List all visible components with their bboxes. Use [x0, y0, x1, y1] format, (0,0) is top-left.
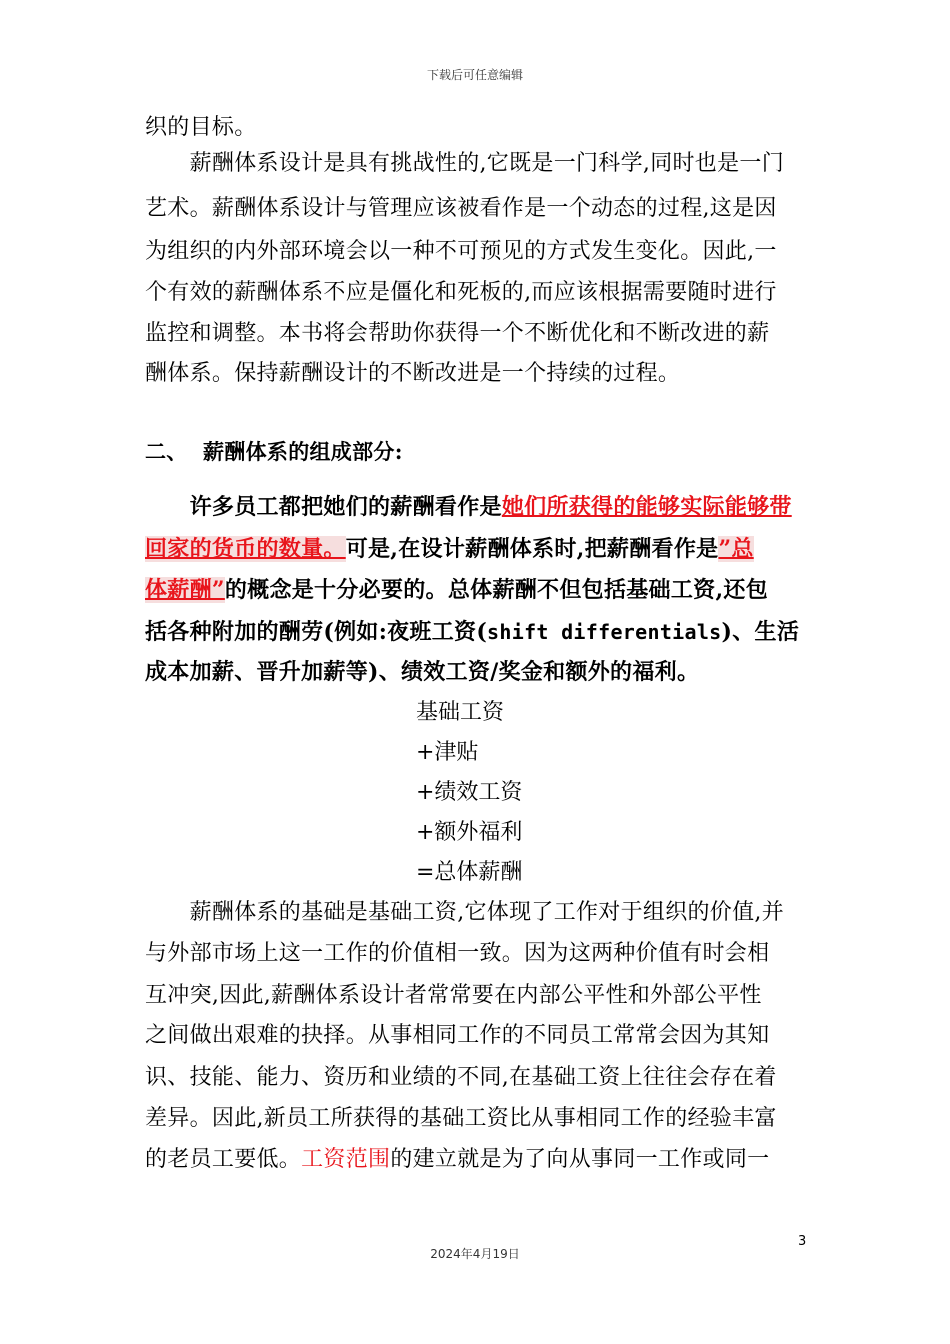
section-title: 薪酬体系的组成部分:: [203, 439, 403, 464]
highlighted-text: 她们所获得的能够实际能够带: [501, 494, 792, 520]
paragraph-line: 酬体系。保持薪酬设计的不断改进是一个持续的过程。: [145, 361, 681, 386]
paragraph-line: 艺术。薪酬体系设计与管理应该被看作是一个动态的过程,这是因: [145, 196, 777, 221]
page-header: 下载后可任意编辑: [426, 68, 523, 82]
paragraph-line: 织的目标。: [145, 115, 257, 140]
paragraph-line: [145, 493, 810, 521]
paragraph-line: [145, 535, 810, 563]
paragraph-line: 差异。因此,新员工所获得的基础工资比从事相同工作的经验丰富: [145, 1106, 777, 1131]
formula-line: +津贴: [416, 740, 479, 765]
paragraph-line: 监控和调整。本书将会帮助你获得一个不断优化和不断改进的薪: [145, 321, 770, 346]
highlighted-text: 回家的货币的数量。: [145, 536, 346, 562]
paragraph-line: 薪酬体系的基础是基础工资,它体现了工作对于组织的价值,并: [145, 900, 784, 925]
formula-line: +额外福利: [416, 820, 523, 845]
page-footer-date: 2024年4月19日: [430, 1247, 520, 1261]
paragraph-line: 识、技能、能力、资历和业绩的不同,在基础工资上往往会存在着: [145, 1065, 777, 1090]
section-heading: [145, 438, 810, 466]
paragraph-line: 互冲突,因此,薪酬体系设计者常常要在内部公平性和外部公平性: [145, 983, 762, 1008]
text-span: 的建立就是为了向从事同一工作或同一: [390, 1147, 770, 1172]
formula-line: =总体薪酬: [416, 860, 523, 885]
text-span: 许多员工都把她们的薪酬看作是: [145, 494, 502, 520]
text-span: 可是,在设计薪酬体系时,把薪酬看作是: [345, 536, 719, 562]
highlighted-text: 体薪酬”: [145, 577, 225, 603]
paragraph-line: 与外部市场上这一工作的价值相一致。因为这两种价值有时会相: [145, 941, 770, 966]
text-span: )、生活: [721, 619, 800, 645]
paragraph-line: 个有效的薪酬体系不应是僵化和死板的,而应该根据需要随时进行: [145, 280, 777, 305]
paragraph-line: 之间做出艰难的抉择。从事相同工作的不同员工常常会因为其知: [145, 1023, 770, 1048]
paragraph-line: [145, 1146, 810, 1174]
paragraph-line: [145, 618, 810, 646]
paragraph-line: 为组织的内外部环境会以一种不可预见的方式发生变化。因此,一: [145, 239, 777, 264]
english-term: shift differentials: [487, 620, 722, 644]
paragraph-line: 薪酬体系设计是具有挑战性的,它既是一门科学,同时也是一门: [145, 151, 784, 176]
highlighted-text: ”总: [718, 536, 754, 562]
formula-line: 基础工资: [416, 700, 505, 725]
formula-line: +绩效工资: [416, 780, 523, 805]
paragraph-line: [145, 576, 810, 604]
highlighted-term: 工资范围: [301, 1147, 391, 1172]
paragraph-line: 成本加薪、晋升加薪等)、绩效工资/奖金和额外的福利。: [145, 659, 700, 685]
page-number: 3: [798, 1234, 807, 1249]
text-span: 括各种附加的酬劳(例如:夜班工资(: [145, 619, 488, 645]
text-span: 的概念是十分必要的。总体薪酬不但包括基础工资,还包: [224, 577, 769, 603]
section-number: 二、: [145, 439, 188, 464]
text-span: 的老员工要低。: [145, 1147, 302, 1172]
